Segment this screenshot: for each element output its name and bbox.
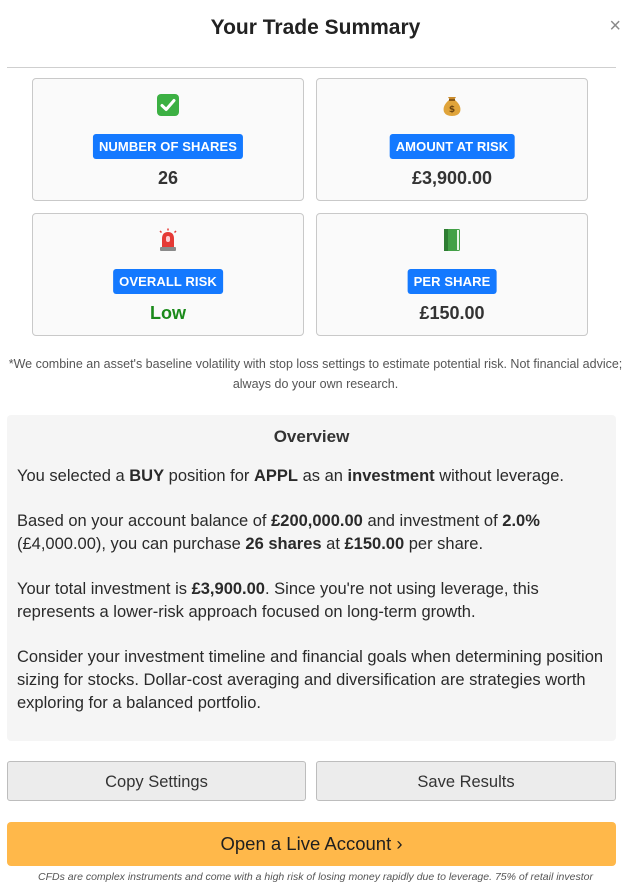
card-per-share: [316, 213, 588, 336]
card-amount-at-risk: [316, 78, 588, 201]
card-number-of-shares: [32, 78, 304, 201]
risk-disclaimer: *We combine an asset's baseline volatility with stop loss settings to estimate potential risk. Not financial advice; always do your own research.: [8, 357, 623, 391]
overview-paragraph: Your total investment is £3,900.00. Since you're not using leverage, this represents a lower-risk approach focused on long-term growth.: [17, 580, 539, 621]
card-label: PER SHARE: [408, 269, 497, 294]
card-label: AMOUNT AT RISK: [390, 134, 515, 159]
modal-title: Your Trade Summary: [210, 16, 421, 39]
card-value: 26: [157, 168, 179, 188]
legal-disclaimer: CFDs are complex instruments and come with a high risk of losing money rapidly due to leverage. 75% of retail investor: [37, 871, 593, 883]
copy-settings-button[interactable]: Copy Settings: [7, 761, 306, 801]
overview-body: [17, 465, 606, 737]
card-value: £3,900.00: [411, 168, 493, 188]
card-label: OVERALL RISK: [113, 269, 223, 294]
card-overall-risk: [32, 213, 304, 336]
save-results-button[interactable]: Save Results: [316, 761, 616, 801]
card-value: Low: [150, 303, 186, 323]
overview-paragraph: Consider your investment timeline and financial goals when determining position sizing for stocks. Dollar-cost averaging and diversification are strategies worth exploring for a balanced portfolio.: [17, 648, 604, 712]
overview-paragraph: You selected a BUY position for APPL as an investment without leverage.: [17, 467, 564, 485]
card-label: NUMBER OF SHARES: [93, 134, 243, 159]
close-icon[interactable]: ×: [609, 15, 621, 37]
siren-icon: [33, 228, 303, 252]
overview-heading: Overview: [273, 427, 350, 446]
money-bag-icon: [317, 93, 587, 117]
check-box-icon: [33, 93, 303, 117]
card-value: £150.00: [419, 303, 485, 323]
overview-panel: [7, 415, 616, 741]
green-book-icon: [317, 228, 587, 252]
overview-paragraph: Based on your account balance of £200,000.00 and investment of 2.0% (£4,000.00), you can purchase 26 shares at £150.00 per share.: [17, 512, 540, 553]
open-live-account-button[interactable]: Open a Live Account ›: [7, 822, 616, 866]
svg-text:$: $: [448, 105, 456, 115]
header-divider: [7, 67, 616, 68]
